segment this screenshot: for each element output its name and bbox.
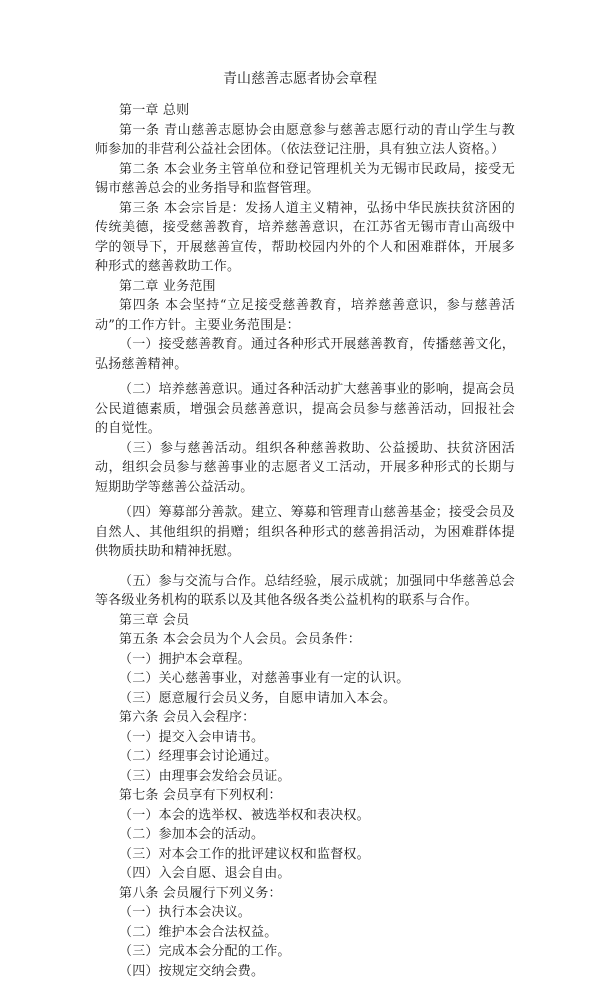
article-4-item-3: （三）参与慈善活动。组织各种慈善救助、公益援助、扶贫济困活动，组织会员参与慈善事业的志愿者义工活动，开展多种形式的长期与短期助学等慈善公益活动。	[95, 439, 515, 498]
article-8-item-2: （二）维护本会合法权益。	[95, 923, 515, 943]
document-body	[95, 101, 515, 981]
article-6-item-1: （一）提交入会申请书。	[95, 728, 515, 748]
article-4: 第四条 本会坚持“立足接受慈善教育，培养慈善意识，参与慈善活动”的工作方针。主要业务范围是：	[95, 296, 515, 335]
article-7-item-2: （二）参加本会的活动。	[95, 825, 515, 845]
article-4-item-4: （四）筹募部分善款。建立、筹募和管理青山慈善基金；接受会员及自然人、其他组织的捐赠；组织各种形式的慈善捐活动，为困难群体提供物质扶助和精神抚慰。	[95, 503, 515, 562]
article-7-item-1: （一）本会的选举权、被选举权和表决权。	[95, 806, 515, 826]
article-7-item-4: （四）入会自愿、退会自由。	[95, 864, 515, 884]
article-7: 第七条 会员享有下列权利：	[95, 786, 515, 806]
article-8: 第八条 会员履行下列义务：	[95, 884, 515, 904]
article-5-item-2: （二）关心慈善事业，对慈善事业有一定的认识。	[95, 669, 515, 689]
article-8-item-4: （四）按规定交纳会费。	[95, 962, 515, 981]
article-5-item-1: （一）拥护本会章程。	[95, 650, 515, 670]
article-8-item-1: （一）执行本会决议。	[95, 903, 515, 923]
article-3: 第三条 本会宗旨是：发扬人道主义精神，弘扬中华民族扶贫济困的传统美德，接受慈善教育，培养慈善意识，在江苏省无锡市青山高级中学的领导下，开展慈善宣传，帮助校园内外的个人和困难群体，开展多种形式的慈善救助工作。	[95, 199, 515, 277]
document-title: 青山慈善志愿者协会章程	[0, 69, 600, 89]
article-4-item-1: （一）接受慈善教育。通过各种形式开展慈善教育，传播慈善文化，弘扬慈善精神。	[95, 335, 515, 374]
article-5: 第五条 本会会员为个人会员。会员条件：	[95, 630, 515, 650]
article-6-item-2: （二）经理事会讨论通过。	[95, 747, 515, 767]
article-7-item-3: （三）对本会工作的批评建议权和监督权。	[95, 845, 515, 865]
article-6: 第六条 会员入会程序：	[95, 708, 515, 728]
article-2: 第二条 本会业务主管单位和登记管理机关为无锡市民政局，接受无锡市慈善总会的业务指导和监督管理。	[95, 160, 515, 199]
article-6-item-3: （三）由理事会发给会员证。	[95, 767, 515, 787]
chapter-1-heading: 第一章 总则	[95, 101, 515, 121]
article-8-item-3: （三）完成本会分配的工作。	[95, 942, 515, 962]
article-5-item-3: （三）愿意履行会员义务，自愿申请加入本会。	[95, 689, 515, 709]
article-4-item-2: （二）培养慈善意识。通过各种活动扩大慈善事业的影响，提高会员公民道德素质，增强会员慈善意识，提高会员参与慈善活动，回报社会的自觉性。	[95, 380, 515, 439]
chapter-3-heading: 第三章 会员	[95, 611, 515, 631]
article-4-item-5: （五）参与交流与合作。总结经验，展示成就；加强同中华慈善总会等各级业务机构的联系以及其他各级各类公益机构的联系与合作。	[95, 572, 515, 611]
chapter-2-heading: 第二章 业务范围	[95, 277, 515, 297]
article-1: 第一条 青山慈善志愿协会由愿意参与慈善志愿行动的青山学生与教师参加的非营利公益社会团体。（依法登记注册，具有独立法人资格。）	[95, 121, 515, 160]
